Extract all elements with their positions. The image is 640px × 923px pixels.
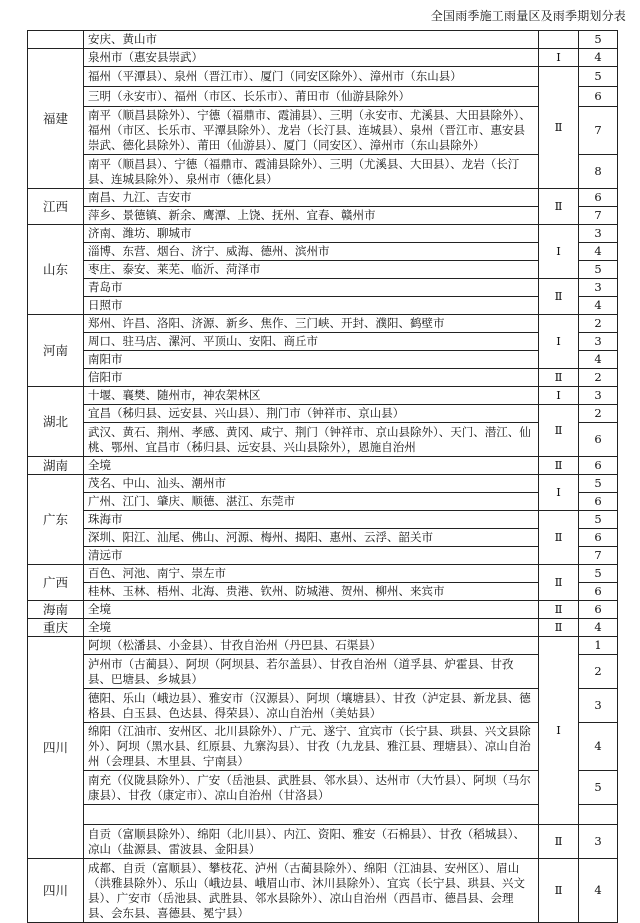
- table-row: [28, 637, 618, 655]
- region-cell: 福州（平潭县）、泉州（晋江市）、厦门（同安区除外）、漳州市（东山县）: [84, 67, 539, 87]
- months-cell: 5: [579, 67, 618, 87]
- region-cell: 百色、河池、南宁、崇左市: [84, 565, 539, 583]
- region-cell: 南阳市: [84, 351, 539, 369]
- zone-cell: [539, 31, 579, 49]
- months-cell: 6: [579, 601, 618, 619]
- table-row: [28, 243, 618, 261]
- months-cell: 4: [579, 723, 618, 771]
- zone-cell: Ⅱ: [539, 619, 579, 637]
- region-cell: 茂名、中山、汕头、潮州市: [84, 475, 539, 493]
- months-cell: 6: [579, 493, 618, 511]
- region-cell: 信阳市: [84, 369, 539, 387]
- table-row: [28, 261, 618, 279]
- months-cell: 7: [579, 107, 618, 155]
- zone-cell: Ⅱ: [539, 825, 579, 859]
- zone-cell: Ⅰ: [539, 387, 579, 405]
- rain-zone-table: [27, 30, 618, 923]
- months-cell: 3: [579, 689, 618, 723]
- zone-cell: Ⅱ: [539, 279, 579, 315]
- table-row: [28, 475, 618, 493]
- zone-cell: Ⅱ: [539, 189, 579, 225]
- table-row: [28, 655, 618, 689]
- zone-cell: Ⅰ: [539, 637, 579, 825]
- table-row: [28, 315, 618, 333]
- table-row: [28, 423, 618, 457]
- months-cell: 6: [579, 423, 618, 457]
- table-row: [28, 583, 618, 601]
- months-cell: 6: [579, 457, 618, 475]
- province-cell: 江西: [28, 189, 84, 225]
- region-cell: 三明（永安市）、福州（市区、长乐市）、莆田市（仙游县除外）: [84, 87, 539, 107]
- province-cell: 福建: [28, 49, 84, 189]
- region-cell: 南昌、九江、吉安市: [84, 189, 539, 207]
- region-cell: 阿坝（松潘县、小金县）、甘孜自治州（丹巴县、石渠县）: [84, 637, 539, 655]
- region-cell: 枣庄、泰安、莱芜、临沂、菏泽市: [84, 261, 539, 279]
- province-cell: 四川: [28, 859, 84, 923]
- months-cell: 7: [579, 547, 618, 565]
- table-row: [28, 49, 618, 67]
- zone-cell: Ⅱ: [539, 511, 579, 565]
- table-row: [28, 689, 618, 723]
- months-cell: 3: [579, 387, 618, 405]
- months-cell: 4: [579, 619, 618, 637]
- months-cell: 2: [579, 405, 618, 423]
- table-row: [28, 297, 618, 315]
- zone-cell: Ⅰ: [539, 49, 579, 67]
- region-cell: 济南、潍坊、聊城市: [84, 225, 539, 243]
- province-cell: 湖南: [28, 457, 84, 475]
- zone-cell: Ⅱ: [539, 67, 579, 189]
- months-cell: 5: [579, 475, 618, 493]
- table-row: [28, 565, 618, 583]
- province-cell: 重庆: [28, 619, 84, 637]
- months-cell: 6: [579, 87, 618, 107]
- table-row: [28, 859, 618, 923]
- months-cell: 5: [579, 565, 618, 583]
- table-row: [28, 511, 618, 529]
- region-cell: 安庆、黄山市: [84, 31, 539, 49]
- zone-cell: Ⅱ: [539, 369, 579, 387]
- region-cell: 清远市: [84, 547, 539, 565]
- table-row: [28, 225, 618, 243]
- table-row: [28, 529, 618, 547]
- region-cell: 武汉、黄石、荆州、孝感、黄冈、咸宁、荆门（钟祥市、京山县除外）、天门、潜江、仙桃、鄂州、宜昌市（秭归县、远安县、兴山县除外），恩施自治州: [84, 423, 539, 457]
- region-cell: 南充（仪陇县除外）、广安（岳池县、武胜县、邻水县）、达州市（大竹县）、阿坝（马尔康县）、甘孜（康定市）、凉山自治州（甘洛县）: [84, 771, 539, 805]
- months-cell: 6: [579, 529, 618, 547]
- region-cell: 郑州、许昌、洛阳、济源、新乡、焦作、三门峡、开封、濮阳、鹤壁市: [84, 315, 539, 333]
- region-cell: 青岛市: [84, 279, 539, 297]
- months-cell: [579, 805, 618, 825]
- table-row: [28, 87, 618, 107]
- months-cell: 3: [579, 279, 618, 297]
- table-row: [28, 457, 618, 475]
- table-row: [28, 825, 618, 859]
- table-row: [28, 67, 618, 87]
- region-cell: 淄博、东营、烟台、济宁、威海、德州、滨州市: [84, 243, 539, 261]
- months-cell: 5: [579, 261, 618, 279]
- table-row: [28, 31, 618, 49]
- province-cell: 海南: [28, 601, 84, 619]
- months-cell: 3: [579, 825, 618, 859]
- region-cell: 日照市: [84, 297, 539, 315]
- table-row: [28, 601, 618, 619]
- zone-cell: Ⅰ: [539, 475, 579, 511]
- region-cell: 全境: [84, 457, 539, 475]
- region-cell: 周口、驻马店、漯河、平顶山、安阳、商丘市: [84, 333, 539, 351]
- months-cell: 6: [579, 583, 618, 601]
- zone-cell: Ⅰ: [539, 315, 579, 369]
- region-cell: 自贡（富顺县除外）、绵阳（北川县）、内江、资阳、雅安（石棉县）、甘孜（稻城县）、凉山（盐源县、雷波县、金阳县）: [84, 825, 539, 859]
- zone-cell: Ⅰ: [539, 225, 579, 279]
- months-cell: 5: [579, 31, 618, 49]
- zone-cell: Ⅱ: [539, 601, 579, 619]
- region-cell: 广州、江门、肇庆、顺德、湛江、东莞市: [84, 493, 539, 511]
- months-cell: 1: [579, 637, 618, 655]
- region-cell: 绵阳（江油市、安州区、北川县除外）、广元、遂宁、宜宾市（长宁县、珙县、兴文县除外）、阿坝（黑水县、红原县、九寨沟县）、甘孜（九龙县、雅江县、理塘县）、凉山自治州（会理县、木里县、宁南县）: [84, 723, 539, 771]
- table-row: [28, 619, 618, 637]
- province-cell: 广西: [28, 565, 84, 601]
- region-cell: 泉州市（惠安县崇武）: [84, 49, 539, 67]
- table-row: [28, 107, 618, 155]
- table-row: [28, 279, 618, 297]
- region-cell: 珠海市: [84, 511, 539, 529]
- table-row: [28, 723, 618, 771]
- table-row: [28, 771, 618, 805]
- province-cell: 山东: [28, 225, 84, 315]
- region-cell: 萍乡、景德镇、新余、鹰潭、上饶、抚州、宜春、赣州市: [84, 207, 539, 225]
- zone-cell: Ⅱ: [539, 859, 579, 923]
- page-title: 全国雨季施工雨量区及雨季期划分表: [430, 9, 626, 23]
- region-cell: 成都、自贡（富顺县）、攀枝花、泸州（古蔺县除外）、绵阳（江油县、安州区）、眉山（洪雅县除外）、乐山（峨边县、峨眉山市、沐川县除外）、宜宾（长宁县、珙县、兴文县）、广安市（岳池县、武胜县、邻水县除外）、凉山自治州（西昌市、德昌县、会理县、会东县、喜德县、冕宁县）: [84, 859, 539, 923]
- table-row: [28, 405, 618, 423]
- region-cell: [84, 805, 539, 825]
- table-row: [28, 351, 618, 369]
- months-cell: 7: [579, 207, 618, 225]
- months-cell: 4: [579, 243, 618, 261]
- months-cell: 2: [579, 315, 618, 333]
- months-cell: 4: [579, 297, 618, 315]
- months-cell: 4: [579, 351, 618, 369]
- region-cell: 深圳、阳江、汕尾、佛山、河源、梅州、揭阳、惠州、云浮、韶关市: [84, 529, 539, 547]
- table-row: [28, 207, 618, 225]
- table-row: [28, 805, 618, 825]
- region-cell: 桂林、玉林、梧州、北海、贵港、钦州、防城港、贺州、柳州、来宾市: [84, 583, 539, 601]
- months-cell: 8: [579, 155, 618, 189]
- months-cell: 3: [579, 225, 618, 243]
- table-row: [28, 547, 618, 565]
- table-row: [28, 387, 618, 405]
- province-cell: 湖北: [28, 387, 84, 457]
- months-cell: 6: [579, 189, 618, 207]
- months-cell: 3: [579, 333, 618, 351]
- region-cell: 南平（顺昌县）、宁德（福鼎市、霞浦县除外）、三明（尤溪县、大田县）、龙岩（长汀县、连城县除外）、泉州市（德化县）: [84, 155, 539, 189]
- province-cell: [28, 31, 84, 49]
- province-cell: 广东: [28, 475, 84, 565]
- province-cell: 四川: [28, 637, 84, 859]
- zone-cell: Ⅱ: [539, 457, 579, 475]
- months-cell: 4: [579, 49, 618, 67]
- region-cell: 德阳、乐山（峨边县）、雅安市（汉源县）、阿坝（壤塘县）、甘孜（泸定县、新龙县、德格县、白玉县、色达县、得荣县）、凉山自治州（美姑县）: [84, 689, 539, 723]
- table-row: [28, 369, 618, 387]
- region-cell: 泸州市（古蔺县）、阿坝（阿坝县、若尔盖县）、甘孜自治州（道孚县、炉霍县、甘孜县、巴塘县、乡城县）: [84, 655, 539, 689]
- months-cell: 5: [579, 771, 618, 805]
- zone-cell: Ⅱ: [539, 565, 579, 601]
- region-cell: 宜昌（秭归县、远安县、兴山县）、荆门市（钟祥市、京山县）: [84, 405, 539, 423]
- months-cell: 2: [579, 655, 618, 689]
- table-row: [28, 493, 618, 511]
- zone-cell: Ⅱ: [539, 405, 579, 457]
- region-cell: 全境: [84, 601, 539, 619]
- table-row: [28, 333, 618, 351]
- province-cell: 河南: [28, 315, 84, 387]
- months-cell: 5: [579, 511, 618, 529]
- months-cell: 2: [579, 369, 618, 387]
- months-cell: 4: [579, 859, 618, 923]
- region-cell: 全境: [84, 619, 539, 637]
- region-cell: 十堰、襄樊、随州市，神农架林区: [84, 387, 539, 405]
- region-cell: 南平（顺昌县除外）、宁德（福鼎市、霞浦县）、三明（永安市、尤溪县、大田县除外）、福州（市区、长乐市、平潭县除外）、龙岩（长汀县、连城县）、泉州（晋江市、惠安县崇武、德化县除外）、莆田（仙游县）、厦门（同安区）、漳州市（东山县除外）: [84, 107, 539, 155]
- table-row: [28, 189, 618, 207]
- table-row: [28, 155, 618, 189]
